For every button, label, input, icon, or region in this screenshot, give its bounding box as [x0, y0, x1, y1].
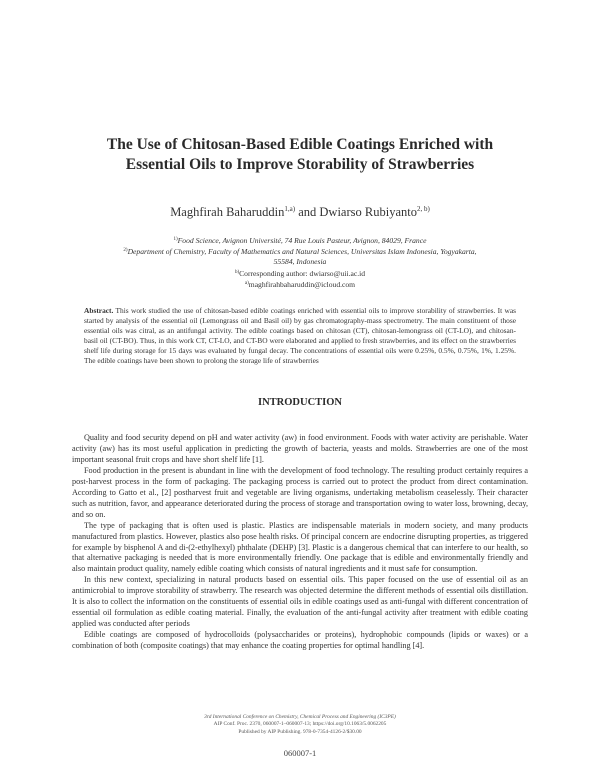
- title-line-2: Essential Oils to Improve Storability of Strawberries: [125, 156, 475, 173]
- affiliation-2: [40, 246, 560, 257]
- author-1-affiliation-mark: 1,a): [284, 205, 296, 213]
- abstract-label: Abstract.: [84, 306, 114, 315]
- affiliation-1-mark: 1): [173, 237, 178, 242]
- author-2: Dwiarso Rubiyanto: [319, 205, 417, 219]
- author-conjunction: and: [298, 205, 317, 219]
- title-line-1: The Use of Chitosan-Based Edible Coatings Enriched with: [106, 136, 494, 153]
- paragraph: Edible coatings are composed of hydrocolloids (polysaccharides or proteins), hydrophobic compounds (lipids or waxes) or a combination of both (composite coatings) that may enhance the coating properties for optimal handling [4].: [72, 630, 528, 651]
- author-1-email-mark: a): [244, 281, 249, 286]
- abstract-text: This work studied the use of chitosan-based edible coatings enriched with essential oils to improve storability of strawberries. It was started by analysis of the essential oil (Lemongrass oil and Basil oil) by gas chromatography-mass spectrometry. The main constituent of those essential oils was citral, as an antifungal activity. The edible coatings based on chitosan (CT), chitosan-lemongrass oil (CT-LO), and chitosan-basil oil (CT-BO). Thus, in this work CT, CT-LO, and CT-BO were elaborated and applied to fresh strawberries, and its effect on the strawberries shelf life during storage for 15 days was evaluated by fungal decay. The concentrations of essential oils were 0.25%, 0.5%, 0.75%, 1%, 1.25%. The edible coatings have been shown to prolong the storage life of strawberries: [84, 306, 516, 366]
- section-heading-introduction: INTRODUCTION: [257, 397, 342, 408]
- author-1-email-address[interactable]: maghfirahbaharuddin@icloud.com: [248, 280, 356, 289]
- affiliation-2-continued: [40, 257, 560, 267]
- page-number: 060007-1: [283, 748, 317, 758]
- introduction-body: [72, 433, 528, 652]
- affiliation-1: [40, 235, 560, 246]
- paragraph: Food production in the present is abundant in line with the development of food technology. The resulting product certainly requires a post-harvest process in the form of packaging. The packaging process is carried out to protect the product from direct contamination. According to Gatto et al., [2] postharvest fruit and vegetable are living organisms, undertaking metabolism ceaselessly. Their character such as nutrition, favor, and appearance deteriorated during the process of storage and transportation owing to water loss, browning, decay, and so on.: [72, 465, 528, 519]
- publication-footer: [40, 714, 560, 736]
- corresponding-author-email[interactable]: Corresponding author: dwiarso@uii.ac.id: [239, 269, 366, 278]
- citation-doi[interactable]: AIP Conf. Proc. 2370, 060007-1–060007-13; https://doi.org/10.1063/5.0062205: [213, 721, 387, 728]
- affiliation-2-postcode: 55584, Indonesia: [273, 257, 327, 266]
- paper-title: [40, 135, 560, 175]
- affiliation-2-mark: 2): [123, 248, 128, 253]
- paragraph: In this new context, specializing in natural products based on essential oils. This paper focused on the use of essential oil as an antimicrobial to improve storability of strawberry. The research was objected determine the different methods of essential oils distillation. It is also to collect the information on the constituents of essential oils in edible coatings used as anti-fungal with different concentration of essential oil formulation as edible coating material. Finally, the evaluation of the anti-fungal activity after treatment with edible coating applied was conducted after periods: [72, 575, 528, 629]
- author-2-affiliation-mark: 2, b): [416, 205, 430, 213]
- corresponding-author: [40, 268, 560, 279]
- corresponding-author-mark: b): [234, 270, 240, 275]
- affiliation-2-text: Department of Chemistry, Faculty of Mathematics and Natural Sciences, Universitas Islam Indonesia, Yogyakarta,: [127, 247, 477, 256]
- author-1: Maghfirah Baharuddin: [170, 205, 285, 219]
- paragraph: The type of packaging that is often used is plastic. Plastics are indispensable materials in modern society, and many products manufactured from plastics. However, plastics also pose health risks. Of principal concern are endocrine disrupting properties, as triggered for example by bisphenol A and di-(2-ethylhexyl) phthalate (DEHP) [3]. Plastic is a dangerous chemical that can interfere to our health, so that alternative packaging is needed that is more environmentally friendly. One package that is edible and environmentally friendly and also maintain product quality, namely edible coating which consists of natural ingredients and it must safe for consumption.: [72, 520, 528, 574]
- affiliation-1-text: Food Science, Avignon Université, 74 Rue Louis Pasteur, Avignon, 84029, France: [177, 236, 427, 245]
- paragraph: Quality and food security depend on pH and water activity (aw) in food environment. Foods with water activity are perishable. Water activity (aw) has its most useful application in predicting the growth of bacteria, yeasts and molds. Strawberries are one of the most important seasonal fruit crops and have short shelf life [1].: [72, 433, 528, 464]
- author-list: [40, 201, 560, 220]
- abstract: [84, 306, 516, 367]
- author-1-email: [40, 279, 560, 290]
- publisher-info: Published by AIP Publishing. 978-0-7354-4126-2/$30.00: [238, 728, 362, 735]
- conference-name: 3rd International Conference on Chemistry, Chemical Process and Engineering (IC3PE): [204, 714, 396, 720]
